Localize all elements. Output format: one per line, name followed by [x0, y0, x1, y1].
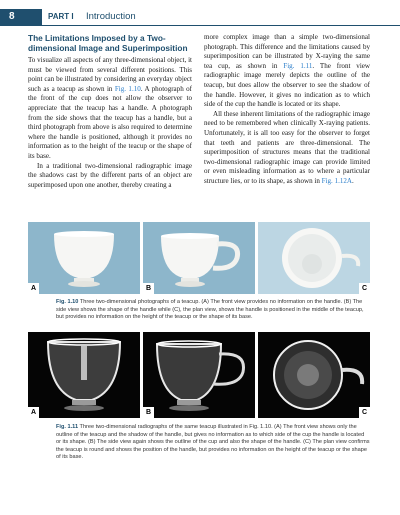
text-run: To visualize all aspects of any three-dimensional object, it must be viewed from several different positions. This point can be illustrated by considering an everyday object such as a teacup as shown in	[28, 56, 192, 93]
photo-label-c: C	[359, 283, 370, 294]
figure-1-11	[28, 332, 370, 418]
right-paragraph-1	[204, 33, 370, 110]
photo-label-b: B	[143, 283, 154, 294]
header-rule	[0, 25, 400, 26]
figure-link-1-12a[interactable]: Fig. 1.12A	[321, 176, 352, 185]
figure-1-10	[28, 222, 370, 294]
text-run: All these inherent limitations of the radiographic image need to be remembered when clinically X-raying patients. Unfortunately, it is all too easy for the observer to forget that teeth and patients are three-dimensional. The superimposition of structures means that the traditional two-dimensional radiographic image can provide limited or even misleading information as to where a particular structure lies, or to its shape, as shown in	[204, 109, 370, 185]
radiograph-side-icon	[143, 332, 255, 418]
caption-label: Fig. 1.10	[56, 299, 79, 305]
photo-side-view	[143, 222, 255, 294]
right-column	[204, 33, 370, 187]
radiograph-label-b: B	[143, 407, 154, 418]
page-number: 8	[0, 9, 42, 25]
figure-1-10-caption	[56, 299, 370, 322]
caption-label: Fig. 1.11	[56, 424, 79, 430]
section-heading: The Limitations Imposed by a Two-dimensional Image and Superimposition	[28, 33, 188, 53]
text-run: more complex image than a simple two-dimensional photograph. This difference and the limitations caused by superimposition can be illustrated by X-raying the same tea cup, as shown in	[204, 33, 370, 70]
photo-plan-view	[258, 222, 370, 294]
photo-front-view	[28, 222, 140, 294]
text-run: .	[352, 176, 354, 185]
left-paragraph-2: In a traditional two-dimensional radiographic image the shadows cast by the different parts of an object are superimposed upon one another, thereby creating a	[28, 161, 192, 189]
caption-text: Three two-dimensional photographs of a teacup. (A) The front view provides no information on the handle. (B) The side view shows the shape of the handle while (C), the plan view, shows the handle is positioned in the middle of the teacup, but provides no information on the height of the teacup or the shape of its base.	[56, 299, 364, 321]
running-header	[0, 9, 400, 25]
figure-link-1-11[interactable]: Fig. 1.11	[283, 61, 313, 70]
radiograph-front-icon	[28, 332, 140, 418]
radiograph-top-icon	[258, 332, 370, 418]
radiograph-front-view	[28, 332, 140, 418]
photo-label-a: A	[28, 283, 39, 294]
part-label: PART I	[48, 12, 74, 21]
radiograph-plan-view	[258, 332, 370, 418]
teacup-top-icon	[258, 222, 370, 294]
teacup-front-icon	[28, 222, 140, 294]
radiograph-side-view	[143, 332, 255, 418]
teacup-side-icon	[143, 222, 255, 294]
left-column	[28, 33, 192, 190]
caption-text: Three two-dimensional radiographs of the same teacup illustrated in Fig. 1.10. (A) The front view shows only the outline of the teacup and the shadow of the handle, but gives no information as to which side of the cup the handle is located or its shape. (B) The side view again shows the outline of the cup and also the shape of the handle. (C) The plan view confirms the teacup is round and shows the position of the handle, but provides no information on the height of the teacup or the shape of its base.	[56, 424, 370, 461]
radiograph-label-a: A	[28, 407, 39, 418]
chapter-title: Introduction	[86, 11, 136, 22]
figure-1-11-caption	[56, 424, 370, 462]
figure-link-1-10[interactable]: Fig. 1.10	[114, 84, 141, 93]
text-run: . A photograph of the front of the cup does not allow the observer to appreciate that the teacup has a handle. A photograph from the side shows that the teacup has a handle, but a third photograph from above is also required to determine where the handle is positioned, although it provides no information as to the height of the teacup or the shape of its base.	[28, 84, 193, 160]
right-paragraph-2	[204, 110, 370, 187]
left-paragraph-1	[28, 56, 192, 162]
radiograph-label-c: C	[359, 407, 370, 418]
text-run: . The front view radiographic image merely depicts the outline of the teacup, but does allow the observer to see the shadow of the handle. However, it gives no indication as to which side of the cup the handle is located or its shape.	[204, 61, 370, 109]
